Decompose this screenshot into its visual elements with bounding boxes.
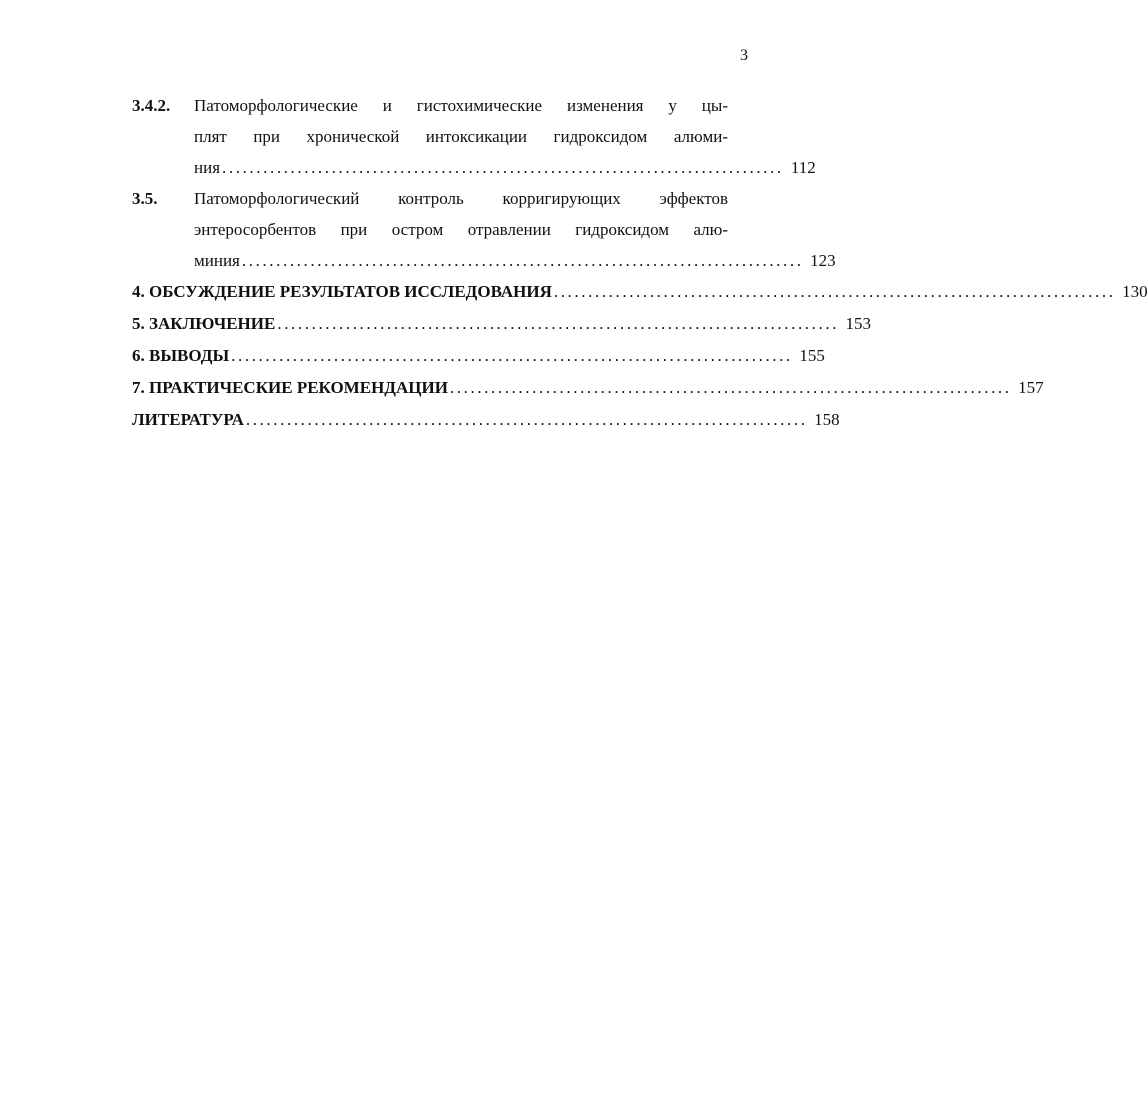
toc-entry-number: 3.4.2. (132, 96, 171, 115)
toc-entry-number: 3.5. (132, 189, 158, 208)
toc-entry-last-line (194, 245, 836, 276)
toc-entry-title: 4. ОБСУЖДЕНИЕ РЕЗУЛЬТАТОВ ИССЛЕДОВАНИЯ (132, 282, 552, 301)
toc-entry-3-4-2 (132, 90, 816, 183)
toc-entry-line: Патоморфологические и гистохимические изменения у цы- (194, 96, 728, 115)
toc-entry-conclusion (132, 308, 872, 340)
page-number: 3 (740, 47, 748, 64)
toc-entry-line: ния (194, 158, 221, 177)
dot-leader: .................................................................................. (241, 251, 804, 270)
toc-page-number: 123 (810, 251, 836, 270)
toc-entry-findings (132, 340, 825, 372)
toc-entry-body (194, 90, 816, 183)
toc-entry-last-line (194, 152, 816, 183)
toc-entry-line: энтеросорбентов при остром отравлении гидроксидом алю- (194, 220, 728, 239)
toc-entry-line: Патоморфологический контроль корригирующих эффектов (194, 189, 728, 208)
toc-entry-line: плят при хронической интоксикации гидроксидом алюми- (194, 127, 728, 146)
toc-page-number: 112 (790, 158, 816, 177)
toc-page-number: 155 (799, 346, 825, 365)
toc-entry-line: миния (194, 251, 240, 270)
dot-leader: .................................................................................. (222, 158, 784, 177)
dot-leader: .................................................................................. (277, 314, 840, 333)
toc-entry-title: 7. ПРАКТИЧЕСКИЕ РЕКОМЕНДАЦИИ (132, 378, 448, 397)
dot-leader: .................................................................................. (231, 346, 793, 365)
toc-entry-literature (132, 404, 840, 436)
dot-leader: .................................................................................. (553, 282, 1116, 301)
toc-entry-discussion (132, 276, 1148, 308)
toc-entry-3-5 (132, 183, 836, 276)
toc-entry-title: ЛИТЕРАТУРА (132, 410, 244, 429)
toc-page-number: 153 (845, 314, 872, 333)
table-of-contents (132, 90, 1148, 436)
dot-leader: .................................................................................. (449, 378, 1012, 397)
toc-page-number: 158 (814, 410, 840, 429)
toc-entry-title: 5. ЗАКЛЮЧЕНИЕ (132, 314, 276, 333)
toc-entry-recommendations (132, 372, 1044, 404)
toc-page-number: 157 (1018, 378, 1044, 397)
toc-entry-body (194, 183, 836, 276)
toc-page-number: 130 (1122, 282, 1148, 301)
toc-entry-title: 6. ВЫВОДЫ (132, 346, 230, 365)
dot-leader: .................................................................................. (245, 410, 808, 429)
